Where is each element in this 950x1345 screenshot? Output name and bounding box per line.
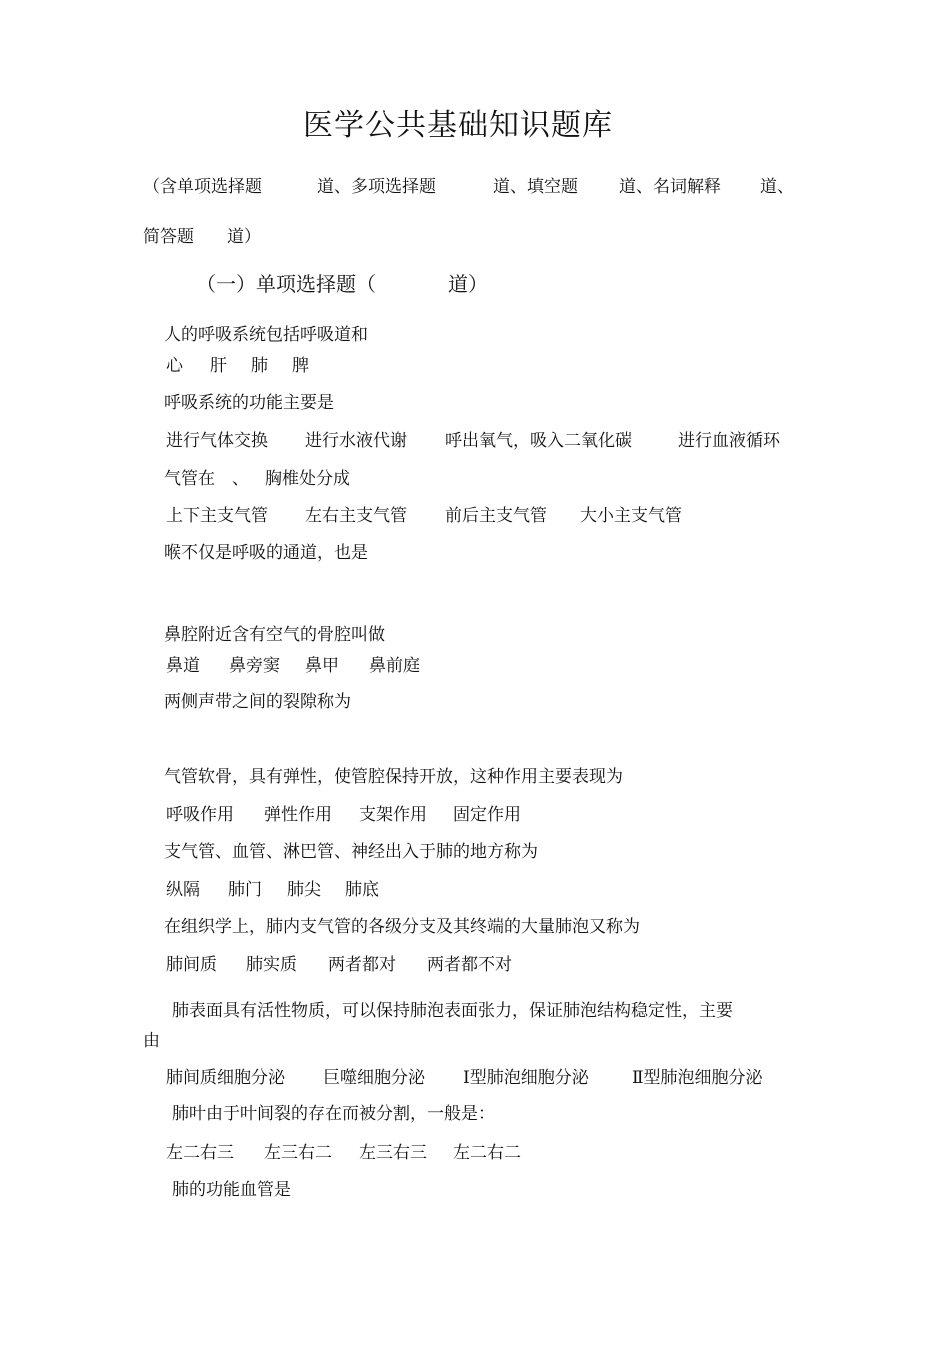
answer-option: 大小主支气管	[580, 506, 682, 526]
question-stem: 喉不仅是呼吸的通道，也是	[164, 543, 368, 563]
question-stem: 由	[143, 1031, 160, 1051]
answer-option: 纵隔	[166, 880, 200, 900]
answer-option: 肺	[251, 356, 268, 376]
answer-option: 呼出氧气，吸入二氧化碳	[445, 431, 632, 451]
question-stem: 、	[232, 469, 249, 489]
answer-option: 肝	[210, 356, 227, 376]
answer-option: 鼻甲	[305, 656, 339, 676]
answer-option: 进行气体交换	[166, 431, 268, 451]
answer-option: 前后主支气管	[445, 506, 547, 526]
answer-option: 脾	[292, 356, 309, 376]
question-stem: 人的呼吸系统包括呼吸道和	[164, 325, 368, 345]
question-stem: 两侧声带之间的裂隙称为	[164, 692, 351, 712]
question-stem: 肺表面具有活性物质，可以保持肺泡表面张力，保证肺泡结构稳定性，主要	[172, 1001, 733, 1021]
intro-text: 道、	[760, 177, 794, 197]
answer-option: 上下主支气管	[166, 506, 268, 526]
question-stem: 肺叶由于叶间裂的存在而被分割，一般是：	[172, 1104, 495, 1124]
answer-option: 弹性作用	[264, 805, 332, 825]
answer-option: 两者都不对	[427, 955, 512, 975]
question-stem: 气管软骨，具有弹性，使管腔保持开放，这种作用主要表现为	[164, 767, 623, 787]
intro-text: 道、名词解释	[619, 177, 721, 197]
intro-text: 简答题	[143, 227, 194, 247]
answer-option: 两者都对	[328, 955, 396, 975]
answer-option: 巨噬细胞分泌	[323, 1068, 425, 1088]
answer-option: 呼吸作用	[166, 805, 234, 825]
answer-option: 心	[166, 356, 183, 376]
answer-option: 鼻旁窦	[229, 656, 280, 676]
answer-option: 肺尖	[287, 880, 321, 900]
question-stem: 支气管、血管、淋巴管、神经出入于肺的地方称为	[164, 842, 538, 862]
question-stem: 鼻腔附近含有空气的骨腔叫做	[164, 625, 385, 645]
answer-option: 鼻道	[166, 656, 200, 676]
answer-option: 鼻前庭	[369, 656, 420, 676]
answer-option: 肺门	[228, 880, 262, 900]
answer-option: 固定作用	[453, 805, 521, 825]
answer-option: 支架作用	[359, 805, 427, 825]
answer-option: 进行血液循环	[678, 431, 780, 451]
intro-text: 道）	[227, 227, 261, 247]
answer-option: 左右主支气管	[305, 506, 407, 526]
answer-option: 进行水液代谢	[305, 431, 407, 451]
intro-text: （含单项选择题	[143, 177, 262, 197]
answer-option: 肺实质	[246, 955, 297, 975]
document-title: 医学公共基础知识题库	[303, 108, 613, 143]
answer-option: 左二右二	[453, 1143, 521, 1163]
question-stem: 肺的功能血管是	[172, 1180, 291, 1200]
answer-option: Ⅰ型肺泡细胞分泌	[463, 1068, 589, 1088]
question-stem: 呼吸系统的功能主要是	[164, 393, 334, 413]
section-heading: （一）单项选择题（	[196, 272, 376, 296]
answer-option: 肺间质细胞分泌	[166, 1068, 285, 1088]
question-stem: 在组织学上，肺内支气管的各级分支及其终端的大量肺泡又称为	[164, 917, 640, 937]
section-heading: 道）	[448, 272, 488, 296]
answer-option: Ⅱ型肺泡细胞分泌	[632, 1068, 763, 1088]
answer-option: 肺间质	[166, 955, 217, 975]
answer-option: 肺底	[345, 880, 379, 900]
intro-text: 道、多项选择题	[317, 177, 436, 197]
question-stem: 胸椎处分成	[265, 469, 350, 489]
answer-option: 左三右二	[264, 1143, 332, 1163]
question-stem: 气管在	[164, 469, 215, 489]
answer-option: 左二右三	[166, 1143, 234, 1163]
intro-text: 道、填空题	[493, 177, 578, 197]
answer-option: 左三右三	[359, 1143, 427, 1163]
